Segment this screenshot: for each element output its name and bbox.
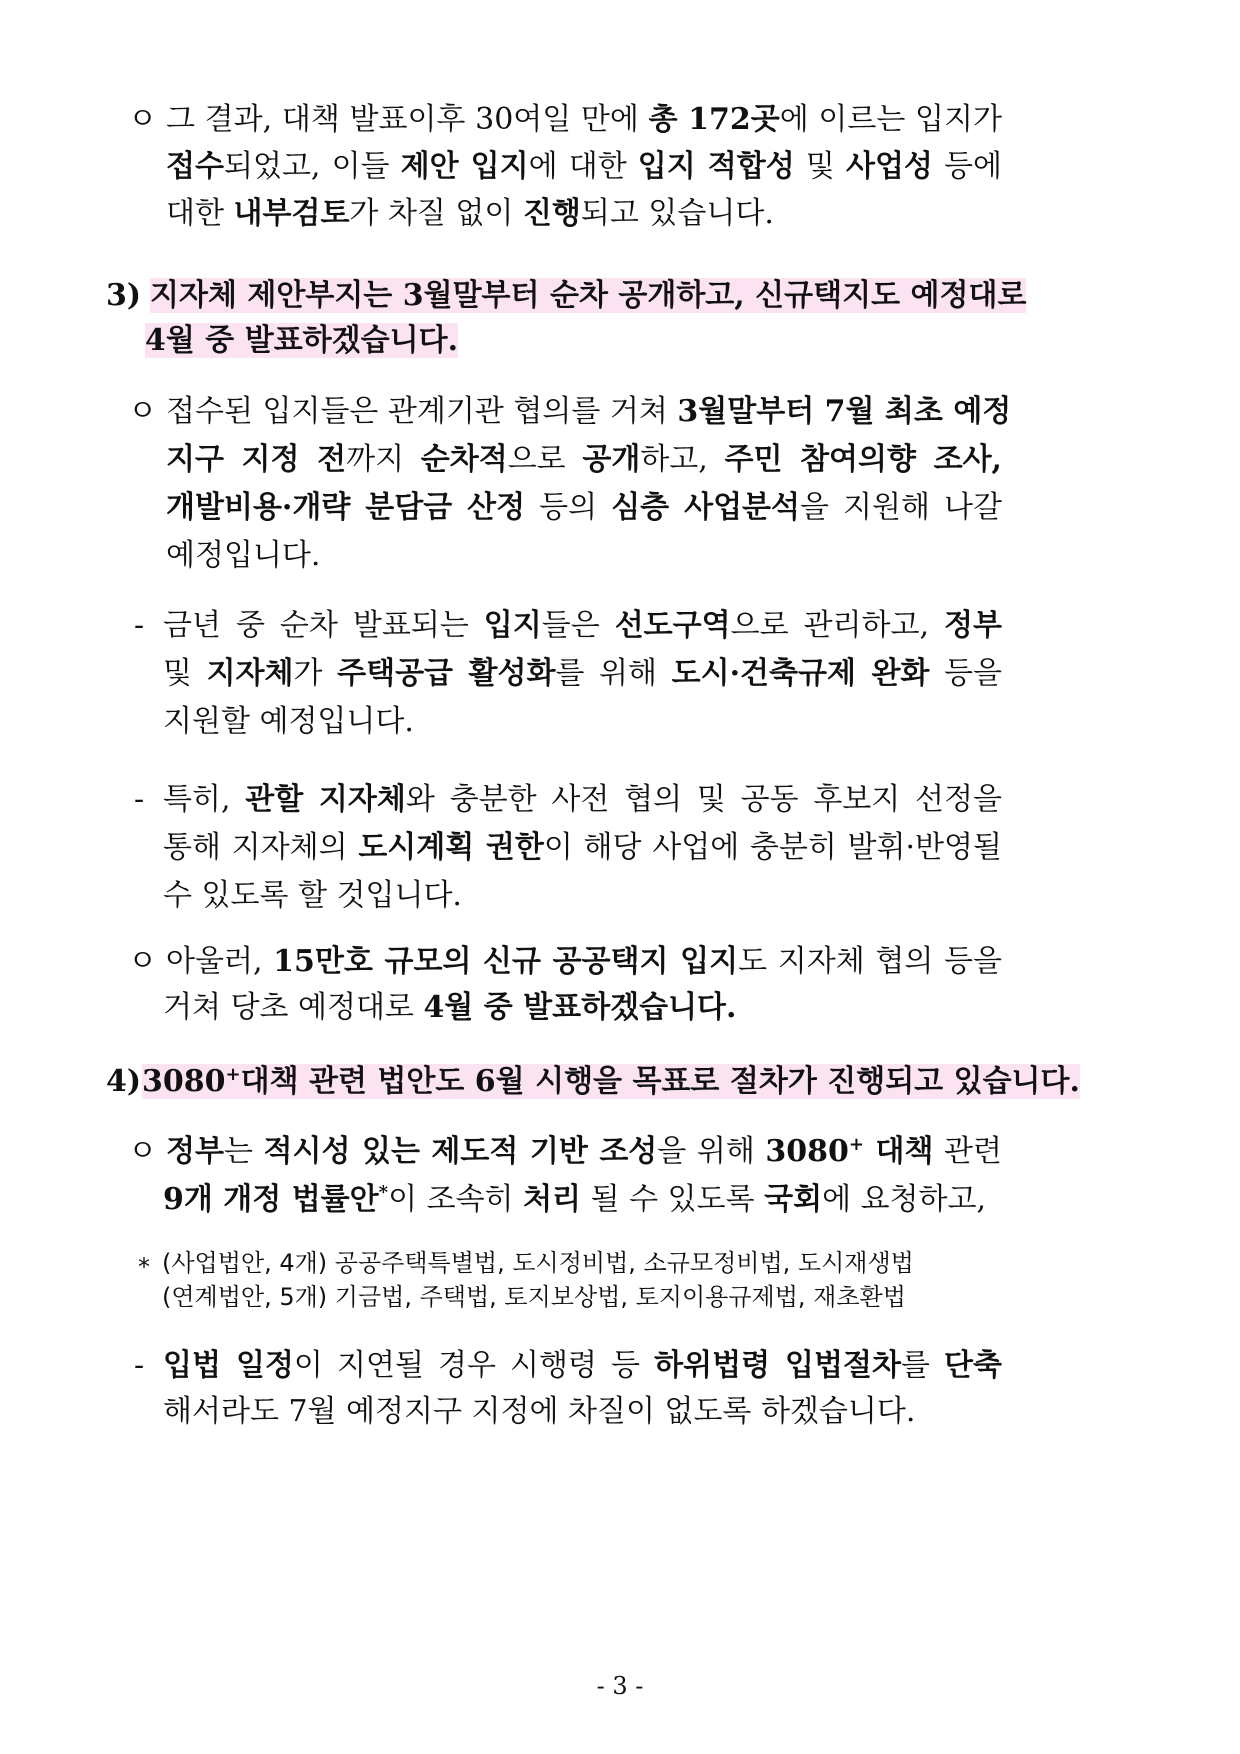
circle-bullet: ㅇ xyxy=(128,394,157,429)
paragraph-line: 지원할 예정입니다. xyxy=(163,704,414,739)
section-heading: 3080+대책 관련 법안도 6월 시행을 목표로 절차가 진행되고 있습니다. xyxy=(142,1064,1080,1099)
circle-bullet: ㅇ xyxy=(128,102,157,137)
section-heading: 지자체 제안부지는 3월말부터 순차 공개하고, 신규택지도 예정대로 xyxy=(150,278,1027,313)
dash-bullet: - xyxy=(134,1348,145,1383)
paragraph-line: 아울러, 15만호 규모의 신규 공공택지 입지도 지자체 협의 등을 xyxy=(166,944,1003,979)
paragraph-line: 9개 개정 법률안*이 조속히 처리 될 수 있도록 국회에 요청하고, xyxy=(163,1182,987,1217)
paragraph-line: 특히, 관할 지자체와 충분한 사전 협의 및 공동 후보지 선정을 xyxy=(163,782,1002,817)
paragraph-line: 및 지자체가 주택공급 활성화를 위해 도시·건축규제 완화 등을 xyxy=(163,656,1002,691)
dash-bullet: - xyxy=(134,608,145,643)
paragraph-line: 거쳐 당초 예정대로 4월 중 발표하겠습니다. xyxy=(163,990,737,1025)
paragraph-line: 해서라도 7월 예정지구 지정에 차질이 없도록 하겠습니다. xyxy=(163,1394,916,1429)
paragraph-line: 예정입니다. xyxy=(166,538,321,573)
paragraph-line: 지구 지정 전까지 순차적으로 공개하고, 주민 참여의향 조사, xyxy=(166,442,1002,477)
paragraph-line: 정부는 적시성 있는 제도적 기반 조성을 위해 3080+ 대책 관련 xyxy=(166,1134,1002,1169)
circle-bullet: ㅇ xyxy=(128,944,157,979)
paragraph-line: 금년 중 순차 발표되는 입지들은 선도구역으로 관리하고, 정부 xyxy=(163,608,1002,643)
section-heading: 4월 중 발표하겠습니다. xyxy=(145,323,459,358)
paragraph-line: 접수된 입지들은 관계기관 협의를 거쳐 3월말부터 7월 최초 예정 xyxy=(166,394,1012,429)
paragraph-line: 수 있도록 할 것입니다. xyxy=(163,878,462,913)
paragraph-line: 대한 내부검토가 차질 없이 진행되고 있습니다. xyxy=(166,196,774,231)
footnote-marker: * xyxy=(138,1253,150,1281)
paragraph-line: 접수되었고, 이들 제안 입지에 대한 입지 적합성 및 사업성 등에 xyxy=(166,149,1003,184)
paragraph-line: 그 결과, 대책 발표이후 30여일 만에 총 172곳에 이르는 입지가 xyxy=(166,102,1002,137)
circle-bullet: ㅇ xyxy=(128,1134,157,1169)
section-number: 4) xyxy=(106,1064,142,1099)
dash-bullet: - xyxy=(134,782,145,817)
paragraph-line: 입법 일정이 지연될 경우 시행령 등 하위법령 입법절차를 단축 xyxy=(163,1348,1002,1383)
footnote-line: (연계법안, 5개) 기금법, 주택법, 토지보상법, 토지이용규제법, 재초환법 xyxy=(162,1283,906,1311)
page-number: - 3 - xyxy=(596,1672,644,1700)
paragraph-line: 통해 지자체의 도시계획 권한이 해당 사업에 충분히 발휘·반영될 xyxy=(163,830,1002,865)
section-number: 3) xyxy=(106,278,142,313)
footnote-line: (사업법안, 4개) 공공주택특별법, 도시정비법, 소규모정비법, 도시재생법 xyxy=(162,1249,914,1277)
paragraph-line: 개발비용·개략 분담금 산정 등의 심층 사업분석을 지원해 나갈 xyxy=(166,490,1002,525)
